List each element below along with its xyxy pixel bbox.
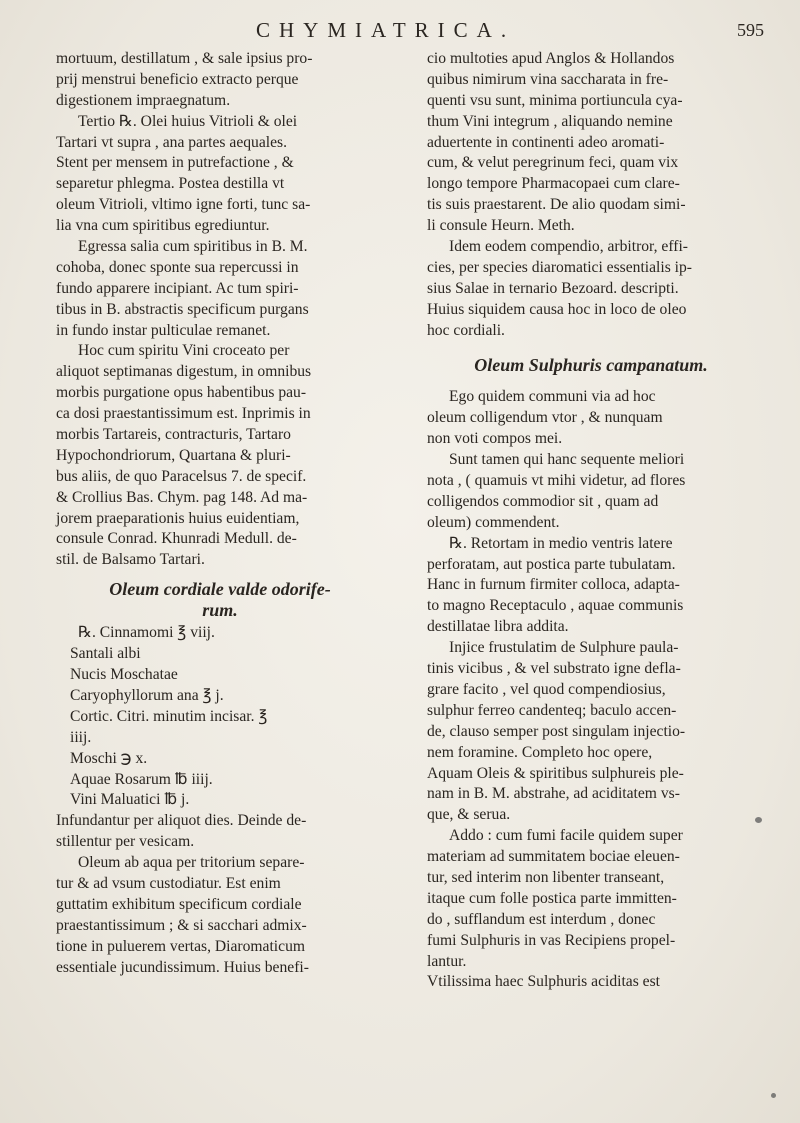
text-line: Vtilissima haec Sulphuris aciditas est — [427, 973, 661, 991]
text-line: Injice frustulatim de Sulphure paula- — [449, 639, 679, 657]
text-line: stil. de Balsamo Tartari. — [56, 551, 205, 569]
text-line: quibus nimirum vina saccharata in fre- — [427, 70, 669, 88]
left-heading-block — [56, 571, 384, 623]
text-line: tur, sed interim non libenter transeant, — [427, 868, 665, 886]
text-line: grare facito , vel quod compendiosius, — [427, 680, 666, 698]
right-column — [427, 49, 755, 993]
text-line: Huius siquidem causa hoc in loco de oleo — [427, 300, 687, 318]
text-line: colligendos commodior sit , quam ad — [427, 492, 659, 510]
text-line: Oleum ab aqua per tritorium separe- — [78, 854, 305, 872]
running-head: CHYMIATRICA. — [256, 18, 516, 42]
text-line: do , sufflandum est interdum , donec — [427, 910, 656, 928]
text-line: oleum Vitrioli, vltimo igne forti, tunc sa- — [56, 196, 311, 214]
text-line: sulphur ferreo candenteq; baculo accen- — [427, 701, 677, 719]
text-line: Aquae Rosarum ℔ iiij. — [70, 770, 213, 788]
text-line: separetur phlegma. Postea destilla vt — [56, 175, 285, 193]
text-line: prij menstrui beneficio extracto perque — [56, 70, 299, 88]
text-line: non voti compos mei. — [427, 430, 563, 448]
text-line: digestionem impraegnatum. — [56, 91, 231, 109]
ink-spot — [755, 817, 762, 823]
text-line: Egressa salia cum spiritibus in B. M. — [78, 238, 308, 256]
text-line: longo tempore Pharmacopaei cum clare- — [427, 175, 680, 193]
text-line: Hanc in furnum firmiter colloca, adapta- — [427, 576, 680, 594]
text-line: li consule Heurn. Meth. — [427, 217, 575, 235]
text-line: Vini Maluatici ℔ j. — [70, 791, 190, 809]
text-line: fumi Sulphuris in vas Recipiens propel- — [427, 931, 676, 949]
text-line: cum, & velut peregrinum feci, quam vix — [427, 154, 679, 172]
text-line: mortuum, destillatum , & sale ipsius pro- — [56, 50, 313, 67]
text-line: Cortic. Citri. minutim incisar. ℥ — [70, 707, 268, 725]
text-line: nam in B. M. abstrahe, ad aciditatem vs- — [427, 785, 680, 803]
text-line: morbis Tartareis, contracturis, Tartaro — [56, 426, 291, 444]
left-column — [56, 49, 384, 978]
text-line: que, & serua. — [427, 806, 511, 824]
ink-spot — [771, 1093, 776, 1098]
text-line: Hoc cum spiritu Vini croceato per — [78, 342, 290, 360]
left-text-block-1 — [56, 49, 384, 571]
text-line: oleum colligendum vtor , & nunquam — [427, 409, 663, 427]
text-line: Ego quidem communi via ad hoc — [449, 388, 656, 406]
text-line: Santali albi — [70, 645, 141, 663]
text-line: consule Conrad. Khunradi Medull. de- — [56, 530, 297, 548]
text-line: fundo apparere incipiant. Ac tum spiri- — [56, 279, 299, 297]
text-line: itaque cum folle postica parte immitten- — [427, 889, 677, 907]
text-line: morbis purgatione opus habentibus pau- — [56, 384, 307, 402]
text-line: Nucis Moschatae — [70, 666, 178, 684]
text-line: tinis vicibus , & vel substrato igne defla- — [427, 660, 681, 678]
text-line: Tartari vt supra , ana partes aequales. — [56, 133, 287, 151]
text-line: destillatae libra addita. — [427, 618, 569, 636]
text-line: ca dosi praestantissimum est. Inprimis in — [56, 405, 311, 423]
text-line: nem foramine. Completo hoc opere, — [427, 743, 653, 761]
text-line: perforatam, aut postica parte tubulatam. — [427, 555, 676, 573]
right-heading-block — [427, 341, 755, 387]
text-line: Aquam Oleis & spiritibus sulphureis ple- — [427, 764, 684, 782]
text-line: tur & ad vsum custodiatur. Est enim — [56, 874, 281, 892]
text-line: quenti vsu sunt, minima portiuncula cya- — [427, 91, 683, 109]
right-text-block-1 — [427, 49, 755, 341]
text-line: de, clauso semper post singulam injectio- — [427, 722, 686, 740]
text-line: thum Vini integrum , aliquando nemine — [427, 112, 673, 130]
text-line: & Crollius Bas. Chym. pag 148. Ad ma- — [56, 488, 308, 506]
text-line: guttatim exhibitum specificum cordiale — [56, 895, 302, 913]
text-line: to magno Receptaculo , aquae communis — [427, 597, 684, 615]
text-line: essentiale jucundissimum. Huius benefi- — [56, 958, 309, 976]
text-line: Moschi ℈ x. — [70, 749, 148, 767]
text-line: tibus in B. abstractis specificum purgans — [56, 300, 309, 318]
text-line: ℞. Retortam in medio ventris latere — [449, 534, 673, 552]
text-line: in fundo instar pulticulae remanet. — [56, 321, 271, 339]
text-line: stillentur per vesicam. — [56, 833, 195, 851]
text-line: bus aliis, de quo Paracelsus 7. de specif. — [56, 467, 307, 485]
text-line: Addo : cum fumi facile quidem super — [449, 827, 683, 845]
text-line: nota , ( quamuis vt mihi videtur, ad flores — [427, 472, 686, 490]
text-line: tis suis praestarent. De alio quodam simi- — [427, 196, 686, 214]
text-line: Stent per mensem in putrefactione , & — [56, 154, 294, 172]
text-line: jorem praeparationis huius euidentiam, — [56, 509, 300, 527]
text-line: Tertio ℞. Olei huius Vitrioli & olei — [78, 112, 298, 130]
text-line: lia vna cum spiritibus egrediuntur. — [56, 217, 270, 235]
text-line: Hypochondriorum, Quartana & pluri- — [56, 446, 291, 464]
text-line: oleum) commendent. — [427, 513, 560, 531]
text-line: hoc cordiali. — [427, 321, 505, 339]
text-line: cies, per species diaromatici essentialis ip- — [427, 258, 693, 276]
section-heading-oleum-cordiale: Oleum cordiale valde odorife- — [109, 579, 331, 600]
right-text-block-2 — [427, 387, 755, 993]
text-line: materiam ad summitatem bociae eleuen- — [427, 848, 680, 866]
text-line: Caryophyllorum ana ℥ j. — [70, 686, 224, 704]
text-line: lantur. — [427, 952, 467, 970]
text-line: cohoba, donec sponte sua repercussi in — [56, 258, 299, 276]
left-text-block-2 — [56, 623, 384, 978]
text-line: aliquot septimanas digestum, in omnibus — [56, 363, 312, 381]
text-line: cio multoties apud Anglos & Hollandos — [427, 50, 675, 67]
page-number: 595 — [737, 20, 764, 40]
text-line: Idem eodem compendio, arbitror, effi- — [449, 238, 688, 256]
text-line: Sunt tamen qui hanc sequente meliori — [449, 451, 685, 469]
text-line: praestantissimum ; & si sacchari admix- — [56, 916, 307, 934]
text-line: ℞. Cinnamomi ℥ viij. — [78, 624, 215, 642]
text-line: iiij. — [70, 728, 92, 746]
text-line: sius Salae in ternario Bezoard. descripti. — [427, 279, 679, 297]
text-line: Infundantur per aliquot dies. Deinde de- — [56, 812, 307, 830]
section-heading-oleum-sulphuris: Oleum Sulphuris campanatum. — [474, 355, 708, 376]
text-line: tione in puluerem vertas, Diaromaticum — [56, 937, 305, 955]
text-line: aduertente in continenti adeo aromati- — [427, 133, 665, 151]
section-heading-oleum-cordiale-cont: rum. — [202, 600, 238, 621]
